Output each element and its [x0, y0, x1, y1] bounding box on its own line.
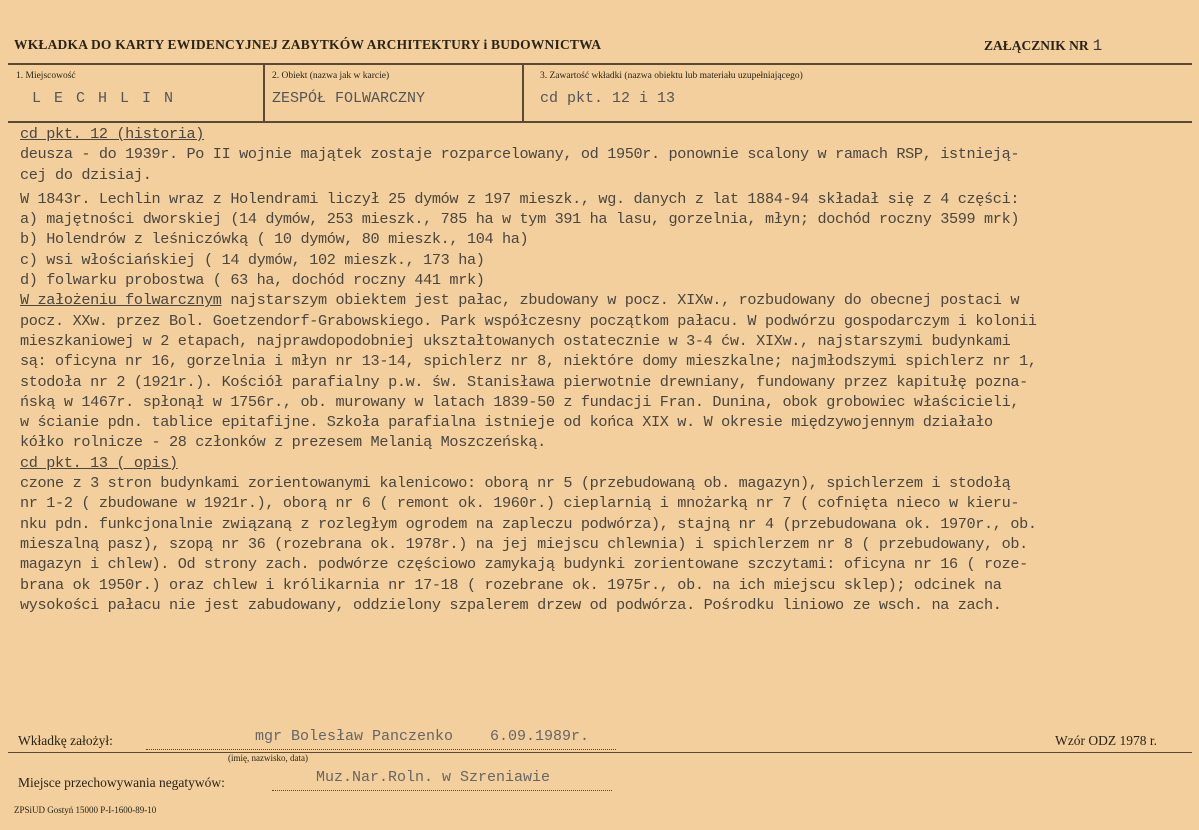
- body-line: deusza - do 1939r. Po II wojnie majątek zostaje rozparcelowany, od 1950r. ponownie scalony w ramach RSP, istnieją-: [20, 145, 1020, 164]
- body-line: w ścianie pdn. tablice epitafijne. Szkoła parafialna istnieje od końca XIX w. W okresie międzywojennym działało: [20, 413, 993, 432]
- annex-label-text: ZAŁĄCZNIK NR: [984, 38, 1089, 53]
- body-line-rest: najstarszym obiektem jest pałac, zbudowany w pocz. XIXw., rozbudowany do obecnej postaci w: [221, 291, 1020, 310]
- body-line: W 1843r. Lechlin wraz z Holendrami liczył 25 dymów z 197 mieszk., wg. danych z lat 1884-94 składał się z 4 części:: [20, 189, 1020, 208]
- locality-label: 1. Miejscowość: [16, 71, 76, 81]
- content-label: 3. Zawartość wkładki (nazwa obiektu lub materiału uzupełniającego): [540, 71, 803, 81]
- storage-value: Muz.Nar.Roln. w Szreniawie: [316, 769, 551, 786]
- body-line: brana ok 1950r.) oraz chlew i królikarnia nr 17-18 ( rozebrane ok. 1975r., ob. na ich miejscu sklep); odcinek na: [20, 575, 1002, 594]
- body-line: są: oficyna nr 16, gorzelnia i młyn nr 13-14, spichlerz nr 8, niektóre domy mieszkalne; najmłodszymi spichlerz nr 1,: [20, 352, 1037, 371]
- body-line: c) wsi włościańskiej ( 14 dymów, 102 mieszk., 173 ha): [20, 250, 485, 269]
- print-info: ZPSiUD Gostyń 15000 P-I-1600-89-10: [14, 805, 157, 815]
- body-line: nku pdn. funkcjonalnie związaną z rozległym ogrodem na zapleczu podwórza), stajną nr 4 (przebudowana ok. 1970r., ob.: [20, 514, 1037, 533]
- body-line: nr 1-2 ( zbudowane w 1921r.), oborą nr 6 ( remont ok. 1960r.) cieplarnią i mnożarką nr 7 ( cofnięta nieco w kieru-: [20, 494, 1020, 513]
- body-line: wysokości pałacu nie jest zabudowany, oddzielony szpalerem drzew od podwórza. Pośrodku liniowo ze wsch. na zach.: [20, 595, 1002, 614]
- section-heading-history: cd pkt. 12 (historia): [20, 125, 205, 143]
- date-value: 6.09.1989r.: [490, 728, 590, 745]
- author-dotted-line: [146, 749, 616, 750]
- author-value: mgr Bolesław Panczenko: [255, 728, 454, 745]
- fields-rule: [8, 121, 1192, 123]
- body-line: [20, 290, 1192, 310]
- body-line: czone z 3 stron budynkami zorientowanymi kalenicowo: oborą nr 5 (przebudowaną ob. magazyn), spichlerzem i stodołą: [20, 474, 1011, 493]
- body-line: pocz. XXw. przez Bol. Goetzendorf-Grabowskiego. Park współczesny początkom pałacu. W podwórzu gospodarczym i kolonii: [20, 311, 1037, 330]
- body-rule: [8, 752, 1192, 753]
- locality-value: L E C H L I N: [32, 90, 176, 107]
- field-divider-2: [522, 64, 524, 122]
- section-heading-description: cd pkt. 13 ( opis): [20, 453, 178, 472]
- header-rule: [8, 63, 1192, 65]
- body-line: d) folwarku probostwa ( 63 ha, dochód roczny 441 mrk): [20, 271, 485, 290]
- body-line: ńską w 1467r. spłonął w 1756r., ob. murowany w latach 1839-50 z fundacji Fran. Dunina, obok grobowiec właścicieli,: [20, 392, 1020, 411]
- storage-label: Miejsce przechowywania negatywów:: [18, 775, 225, 790]
- body-line: mieszkaniowej w 2 etapach, najprawdopodobniej ukształtowanych ostatecznie w 3-4 ćw. XIXw., najstarszymi budynkami: [20, 331, 1011, 350]
- storage-dotted-line: [272, 790, 612, 791]
- underlined-phrase: W założeniu folwarcznym: [20, 291, 222, 310]
- body-line: a) majętności dworskiej (14 dymów, 253 mieszk., 785 ha w tym 391 ha lasu, gorzelnia, młyn; dochód roczny 3599 mrk): [20, 210, 1020, 229]
- content-value: cd pkt. 12 i 13: [540, 90, 676, 107]
- body-line: cej do dzisiaj.: [20, 165, 152, 184]
- field-divider-1: [263, 64, 265, 122]
- author-hint: (imię, nazwisko, data): [228, 753, 308, 763]
- form-title: WKŁADKA DO KARTY EWIDENCYJNEJ ZABYTKÓW ARCHITEKTURY i BUDOWNICTWA: [14, 37, 602, 52]
- body-line: kółko rolnicze - 28 członków z prezesem Melanią Moszczeńską.: [20, 433, 546, 452]
- body-line: b) Holendrów z leśniczówką ( 10 dymów, 80 mieszk., 104 ha): [20, 230, 529, 249]
- body-line: magazyn i chlew). Od strony zach. podwórze częściowo zamykają budynki zorientowane szczytami: oficyna nr 16 ( roze-: [20, 555, 1028, 574]
- annex-label: [984, 37, 1102, 55]
- object-value: ZESPÓŁ FOLWARCZNY: [272, 90, 426, 107]
- author-label: Wkładkę założył:: [18, 733, 113, 748]
- body-line: mieszalną pasz), szopą nr 36 (rozebrana ok. 1978r.) na jej miejscu chlewnia) i spichlerzem nr 8 ( przebudowany, ob.: [20, 534, 1028, 553]
- object-label: 2. Obiekt (nazwa jak w karcie): [272, 71, 390, 81]
- body-line: stodoła nr 2 (1921r.). Kościół parafialny p.w. św. Stanisława pierwotnie drewniany, fundowany przez kapitułę pozna-: [20, 372, 1028, 391]
- annex-number: 1: [1092, 37, 1103, 55]
- typed-body: [20, 124, 1192, 615]
- model-label: Wzór ODZ 1978 r.: [1055, 733, 1157, 748]
